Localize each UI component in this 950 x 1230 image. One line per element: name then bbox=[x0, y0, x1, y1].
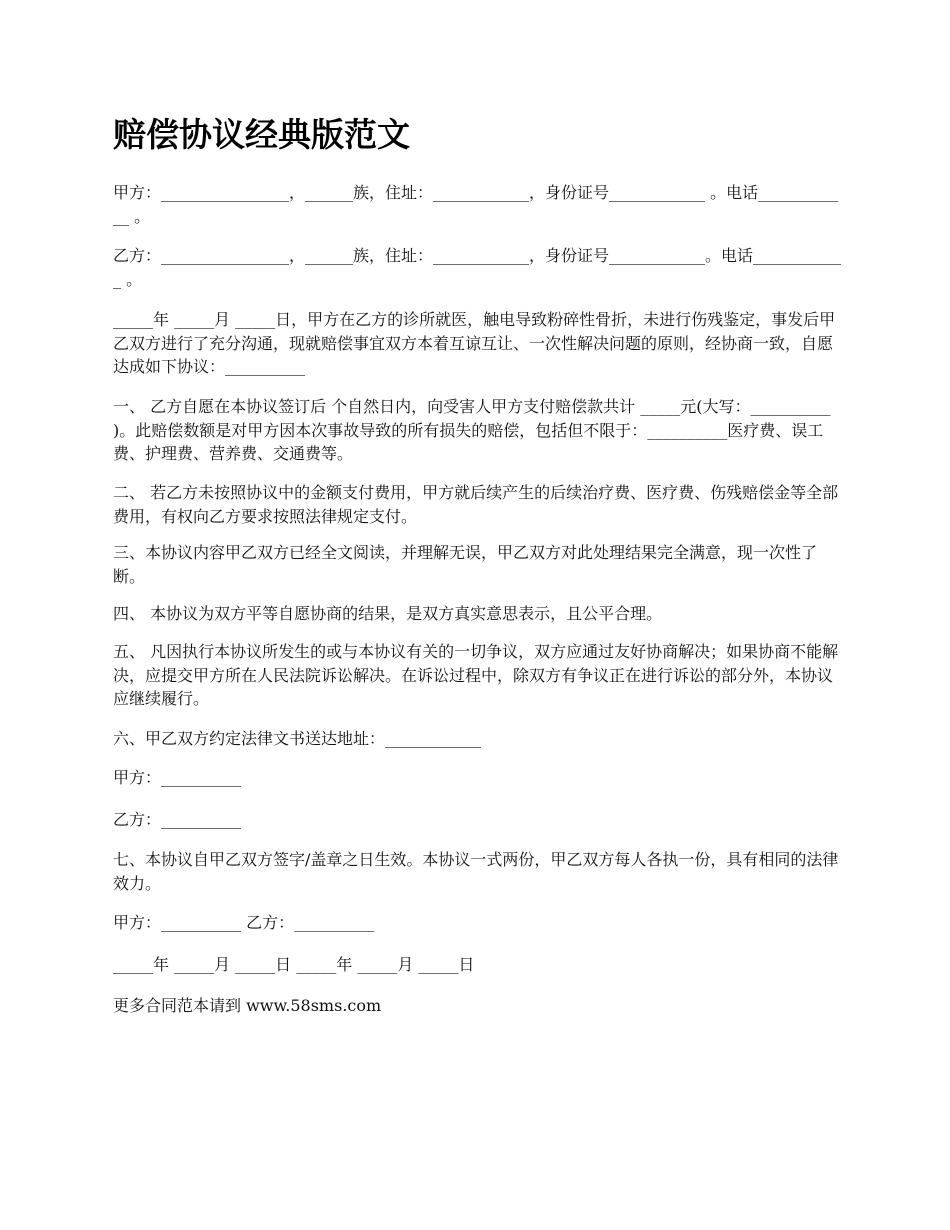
document-title: 赔偿协议经典版范文 bbox=[113, 115, 410, 154]
address-party-b: 乙方：__________ bbox=[113, 810, 242, 829]
date-line: _____年 _____月 _____日 _____年 _____月 _____日 bbox=[113, 955, 475, 974]
clause-1: 一、 乙方自愿在本协议签订后 个自然日内，向受害人甲方支付赔偿款共计 _____元(大写：__________ )。此赔偿数额是对甲方因本次事故导致的所有损失的赔偿，包括但不限于：__________医疗费、误工费、护理费、营养费、交通费等。 bbox=[113, 397, 836, 463]
clause-4: 四、 本协议为双方平等自愿协商的结果，是双方真实意思表示，且公平合理。 bbox=[113, 604, 663, 623]
clause-6: 六、甲乙双方约定法律文书送达地址：____________ bbox=[113, 729, 482, 748]
party-a-info: 甲方：________________，______族，住址：____________，身份证号____________ 。电话____________ 。 bbox=[113, 183, 839, 226]
party-b-info: 乙方：________________，______族，住址：____________，身份证号____________。电话____________ 。 bbox=[113, 246, 842, 289]
footer-link-text: 更多合同范本请到 www.58sms.com bbox=[113, 996, 382, 1015]
signature-line: 甲方：__________ 乙方：__________ bbox=[113, 913, 375, 932]
address-party-a: 甲方：__________ bbox=[113, 768, 242, 787]
clause-7: 七、本协议自甲乙双方签字/盖章之日生效。本协议一式两份，甲乙双方每人各执一份，具有相同的法律效力。 bbox=[113, 850, 839, 893]
clause-5: 五、 凡因执行本协议所发生的或与本协议有关的一切争议，双方应通过友好协商解决；如果协商不能解决，应提交甲方所在人民法院诉讼解决。在诉讼过程中，除双方有争议正在进行诉讼的部分外，本协议应继续履行。 bbox=[113, 642, 839, 708]
intro-paragraph: _____年 _____月 _____日，甲方在乙方的诊所就医，触电导致粉碎性骨折，未进行伤残鉴定，事发后甲乙双方进行了充分沟通，现就赔偿事宜双方本着互谅互让、一次性解决问题的原则，经协商一致，自愿达成如下协议：__________ bbox=[113, 310, 836, 376]
clause-2: 二、 若乙方未按照协议中的金额支付费用，甲方就后续产生的后续治疗费、医疗费、伤残赔偿金等全部费用，有权向乙方要求按照法律规定支付。 bbox=[113, 483, 839, 526]
clause-3: 三、本协议内容甲乙双方已经全文阅读，并理解无误，甲乙双方对此处理结果完全满意，现一次性了断。 bbox=[113, 543, 818, 586]
